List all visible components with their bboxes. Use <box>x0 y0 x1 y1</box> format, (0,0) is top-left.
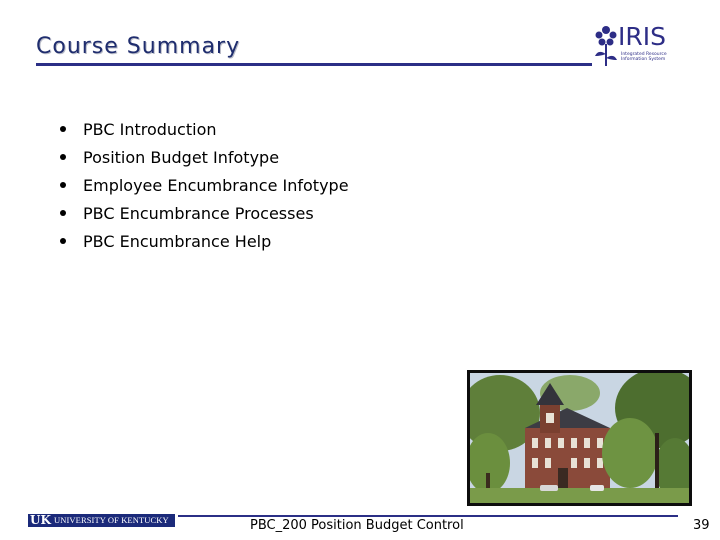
page-number: 39 <box>693 518 710 533</box>
logo-wordmark: IRIS <box>618 22 666 51</box>
building-photo <box>467 370 692 506</box>
footer-course-title: PBC_200 Position Budget Control <box>250 518 464 533</box>
bullet-icon <box>60 238 66 244</box>
footer-divider <box>178 515 678 517</box>
list-item: PBC Introduction <box>60 118 349 146</box>
flower-icon <box>592 22 620 68</box>
bullet-list <box>60 118 349 258</box>
slide-title: Course Summary <box>36 34 241 59</box>
logo-tagline: Integrated Resource Information System <box>621 52 667 62</box>
bullet-icon <box>60 182 66 188</box>
list-item: Position Budget Infotype <box>60 146 349 174</box>
bullet-icon <box>60 126 66 132</box>
iris-logo <box>592 20 672 70</box>
uk-abbr: UK <box>30 514 51 527</box>
bullet-icon <box>60 154 66 160</box>
list-item: Employee Encumbrance Infotype <box>60 174 349 202</box>
list-item: PBC Encumbrance Processes <box>60 202 349 230</box>
university-name: UNIVERSITY OF KENTUCKY <box>54 515 169 525</box>
title-underline <box>36 63 592 66</box>
bullet-icon <box>60 210 66 216</box>
list-item: PBC Encumbrance Help <box>60 230 349 258</box>
university-logo <box>28 514 175 527</box>
